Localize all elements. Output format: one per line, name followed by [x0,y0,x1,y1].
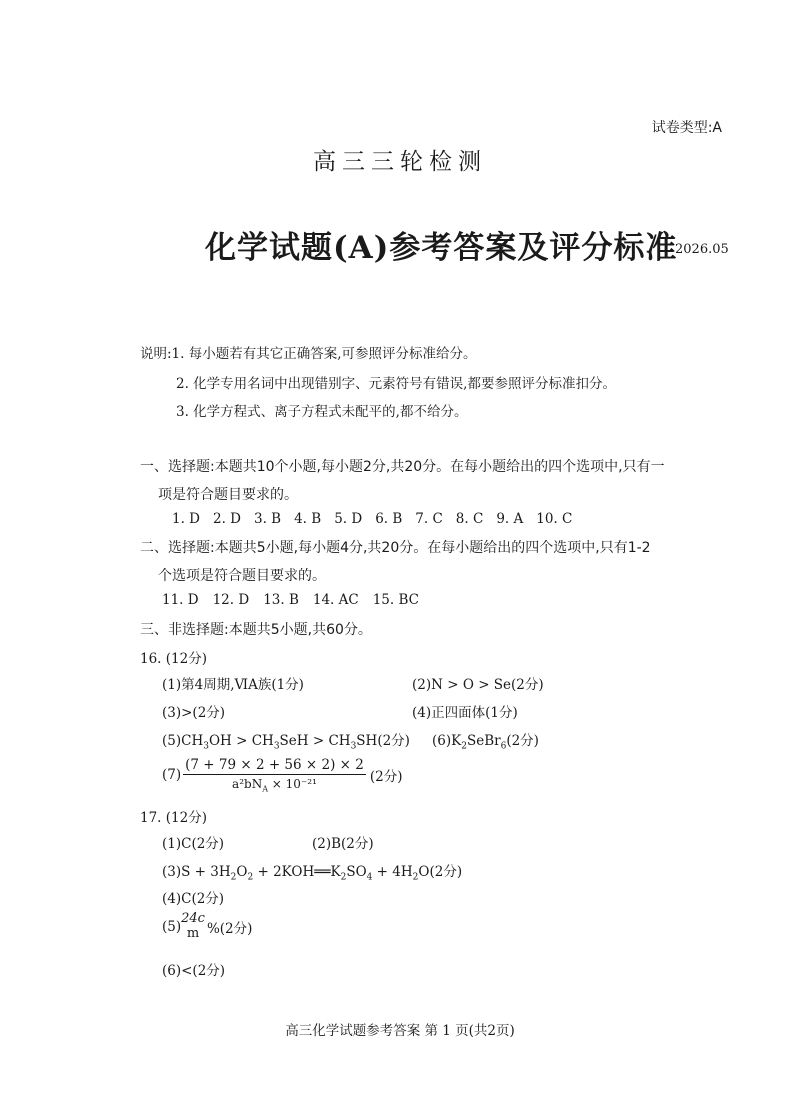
q17-answer-2: (2)B(2分) [312,836,374,852]
answer-14: 14. AC [312,592,359,608]
q16-a7-fraction [183,757,366,793]
page-title: 化学试题(A)参考答案及评分标准 [205,230,678,266]
section-1-answers [172,511,572,527]
q16-a7-score: (2分) [369,769,403,786]
q16-a5-post: SH(2分) [356,733,410,749]
q17-a3-s3: + 2KOH [253,864,315,880]
q16-answer-6: $(6)K_2SeBr_6(2$分) [432,733,539,752]
q17-a5-post: %(2分) [206,920,253,937]
q16-a7-denominator: $a^2bN_A \times 10^{-21}$ [232,777,317,794]
answer-3: 3. B [254,511,282,527]
q17-a3-s5: SO [346,864,367,880]
answer-10: 10. C [536,511,573,527]
q17-a5-fraction [181,912,205,942]
q16-answer-4: (4)正四面体(1分) [412,705,518,721]
q16-a5-mid1: OH > CH [208,733,274,749]
section-2-heading-cont: 个选项是符合题目要求的。 [158,568,326,584]
note-2: 2. 化学专用名词中出现错别字、元素符号有错误,都要参照评分标准扣分。 [176,376,616,392]
answer-13: 13. B [263,592,299,608]
q17-answer-3: $(3)S + 3H_2O_2$ + $2KOH══K_2SO_4 + 4H_2O(2$分) [162,864,463,883]
q17-a3-s1: (3)S + 3H [162,864,231,880]
answer-1: 1. D [172,511,200,527]
q16-answer-1: (1)第4周期,ⅥA族(1分) [162,677,304,693]
exam-subtitle: 高三三轮检测 [313,149,487,175]
answer-7: 7. C [415,511,443,527]
q17-answer-5 [162,912,252,942]
q16-a6-mid: SeBr [466,733,501,749]
q17-a3-s4: K [330,864,341,880]
q17-label: 17. (12分) [140,810,207,826]
note-1: 说明:1. 每小题若有其它正确答案,可参照评分标准给分。 [140,346,477,362]
answer-2: 2. D [213,511,241,527]
q17-a3-s7: O(2分) [418,864,463,880]
paper-type: 试卷类型:A [651,120,722,136]
section-1-heading-cont: 项是符合题目要求的。 [158,487,298,503]
answer-15: 15. BC [372,592,419,608]
q17-a3-s2: O [236,864,248,880]
q16-a5-mid2: SeH > CH [279,733,351,749]
section-1-heading: 一、选择题:本题共10个小题,每小题2分,共20分。在每小题给出的四个选项中,只有一 [140,459,665,475]
page-footer: 高三化学试题参考答案 第 1 页(共2页) [285,1023,515,1039]
q16-a6-post: (2分) [506,733,539,749]
q17-answer-1: (1)C(2分) [162,836,225,852]
answer-8: 8. C [455,511,484,527]
q16-a7-label: (7) [162,767,182,784]
answer-4: 4. B [294,511,322,527]
exam-date: 2026.05 [675,242,729,257]
q17-a5-denominator: m [186,925,200,941]
q17-answer-4: (4)C(2分) [162,891,225,907]
q16-answer-7 [162,757,402,793]
q17-a3-equals: ══ [314,864,331,880]
q17-a5-numerator: 24c [181,911,205,926]
section-2-heading: 二、选择题:本题共5小题,每小题4分,共20分。在每小题给出的四个选项中,只有1-2 [140,540,651,556]
answer-11: 11. D [162,592,199,608]
q17-a5-label: (5) [162,918,182,935]
section-2-answers [162,592,419,608]
answer-6: 6. B [375,511,403,527]
q16-a7-den-base: a²bN [232,777,263,791]
q16-answer-3: (3)>(2分) [162,705,226,721]
answer-9: 9. A [496,511,524,527]
q16-a7-den-exp: × 10⁻²¹ [267,777,317,791]
answer-5: 5. D [334,511,363,527]
q16-answer-5: $(5)CH_3OH > CH_3SeH > CH_3SH(2$分) [162,733,410,752]
q17-a3-s6: + 4H [372,864,413,880]
q16-a7-numerator: (7 + 79 × 2 + 56 × 2) × 2 [185,757,364,773]
note-3: 3. 化学方程式、离子方程式未配平的,都不给分。 [176,404,468,420]
q16-a5-pre: (5)CH [162,733,204,749]
q16-a6-pre: (6)K [432,733,462,749]
answer-12: 12. D [212,592,250,608]
section-3-heading: 三、非选择题:本题共5小题,共60分。 [140,622,372,638]
q16-label: 16. (12分) [140,651,207,667]
q17-answer-6: (6)<(2分) [162,963,226,979]
q16-answer-2: (2)N > O > Se(2分) [412,677,544,693]
